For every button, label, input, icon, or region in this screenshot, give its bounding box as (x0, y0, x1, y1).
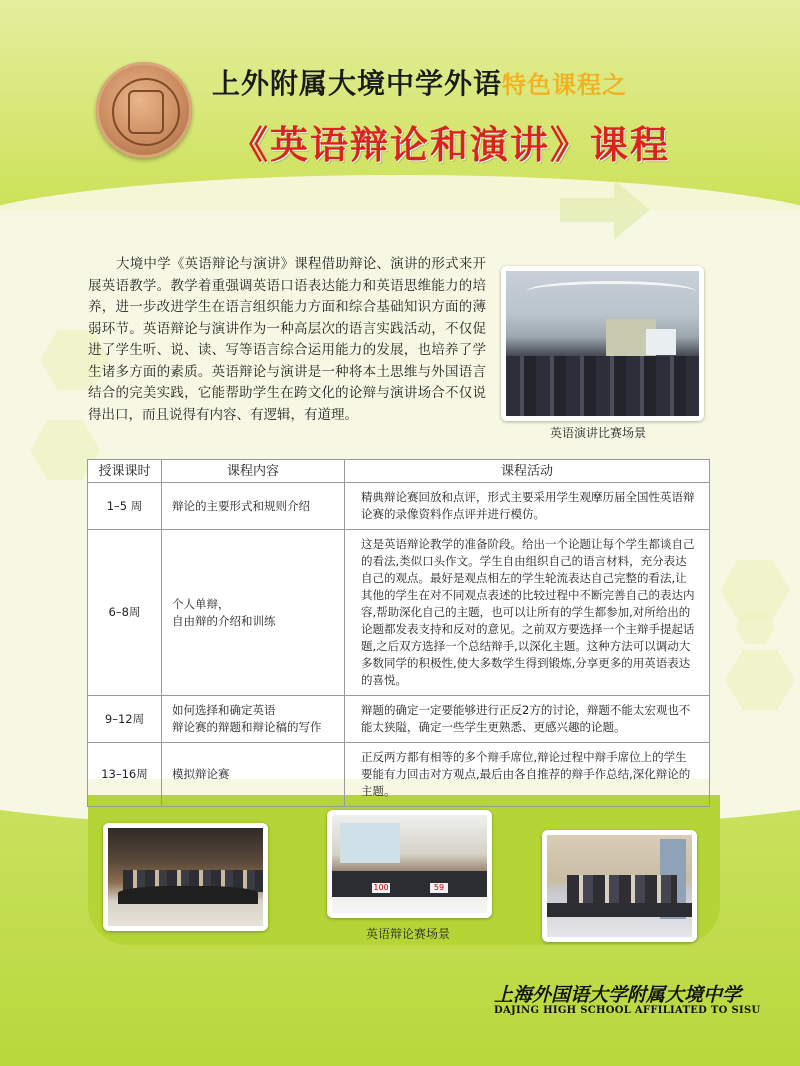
header-content: 课程内容 (162, 460, 345, 483)
table-row (88, 483, 710, 530)
seal-character-mark (128, 90, 164, 134)
header-activity: 课程活动 (345, 460, 710, 483)
speech-photo-caption: 英语演讲比赛场景 (550, 426, 647, 440)
speech-contest-photo (501, 266, 704, 421)
table-row (88, 530, 710, 696)
row-activity: 精典辩论赛回放和点评，形式主要采用学生观摩历届全国性英语辩论赛的录像资料作点评并进行模仿。 (345, 483, 710, 530)
whiteboard (646, 329, 676, 355)
debate-photo-3 (542, 830, 697, 942)
row-content (162, 530, 345, 696)
row-activity: 正反两方都有相等的多个辩手席位,辩论过程中辩手席位上的学生要能有力回击对方观点,最后由各自推荐的辩手作总结,深化辩论的主题。 (345, 743, 710, 807)
course-schedule-table (87, 459, 710, 798)
seat-number-card: 100 (373, 883, 389, 892)
row-content: 模拟辩论赛 (162, 743, 345, 807)
row-weeks: 13–16周 (88, 743, 162, 807)
poster-title (212, 62, 627, 102)
row-content-line: 个人单辩， (172, 596, 230, 611)
ceiling-lights (526, 281, 696, 302)
row-content-line: 如何选择和确定英语 (172, 703, 276, 717)
debate-photo-2 (327, 810, 492, 918)
course-title: 《英语辩论和演讲》课程 (230, 123, 671, 167)
row-content (162, 696, 345, 743)
table-row (88, 743, 710, 807)
audience (506, 356, 699, 416)
debaters (567, 875, 677, 905)
debate-photo-1 (103, 823, 268, 931)
table-row (88, 696, 710, 743)
title-accent: 特色课程之 (502, 71, 628, 99)
photo-image (108, 828, 263, 926)
debate-desk (332, 871, 487, 897)
footer-school-name-en: DAJING HIGH SCHOOL AFFILIATED TO SISU (494, 1005, 761, 1016)
title-main: 上外附属大境中学外语 (212, 67, 503, 100)
row-weeks: 6–8周 (88, 530, 162, 696)
footer-school-name-cn: 上海外国语大学附属大境中学 (494, 984, 742, 1006)
debate-table (118, 886, 258, 904)
window (340, 823, 400, 863)
table-header-row (88, 460, 710, 483)
photo-image (547, 835, 692, 937)
row-weeks: 9–12周 (88, 696, 162, 743)
row-activity: 这是英语辩论教学的准备阶段。给出一个论题让每个学生都谈自己的看法,类似口头作文。学生自由组织自己的语言材料，充分表达自己的观点。最好是观点相左的学生轮流表达自己完整的看法,让其他的学生在对不同观点表述的比较过程中不断完善自己的表达内容,帮助深化自己的主题，也可以让所有的学生都参加,对所给出的论题都发表支持和反对的意见。之前双方要选择一个主辩手提起话题,之后双方选择一个总结辩手,以深化主题。这种方法可以调动大多数同学的积极性,使大多数学生得到锻炼,分享更多的用英语表达的喜悦。 (345, 530, 710, 696)
intro-paragraph: 大境中学《英语辩论与演讲》课程借助辩论、演讲的形式来开展英语教学。教学着重强调英语口语表达能力和英语思维能力的培养，进一步改进学生在语言组织能力方面和综合基础知识方面的薄弱环节。英语辩论与演讲作为一种高层次的语言实践活动，不仅促进了学生听、说、读、写等语言综合运用能力的发展，也培养了学生诸多方面的素质。英语辩论与演讲是一种将本土思维与外国语言结合的完美实践，它能帮助学生在跨文化的论辩与演讲场合不仅说得出口，而且说得有内容、有逻辑，有道理。 (88, 256, 486, 423)
row-content-line: 辩论赛的辩题和辩论稿的写作 (172, 720, 322, 734)
debate-photo-caption: 英语辩论赛场景 (366, 927, 451, 941)
row-content: 辩论的主要形式和规则介绍 (162, 483, 345, 530)
photo-image (332, 815, 487, 913)
header-hours: 授课课时 (88, 460, 162, 483)
seat-number-card: 59 (430, 883, 448, 893)
school-seal-logo (96, 62, 192, 158)
row-activity: 辩题的确定一定要能够进行正反2方的讨论，辩题不能太宏观也不能太狭隘，确定一些学生更熟悉、更感兴趣的论题。 (345, 696, 710, 743)
row-weeks: 1–5 周 (88, 483, 162, 530)
photo-image (506, 271, 699, 416)
debate-tables (547, 903, 692, 917)
row-content-line: 自由辩的介绍和训练 (172, 613, 276, 628)
